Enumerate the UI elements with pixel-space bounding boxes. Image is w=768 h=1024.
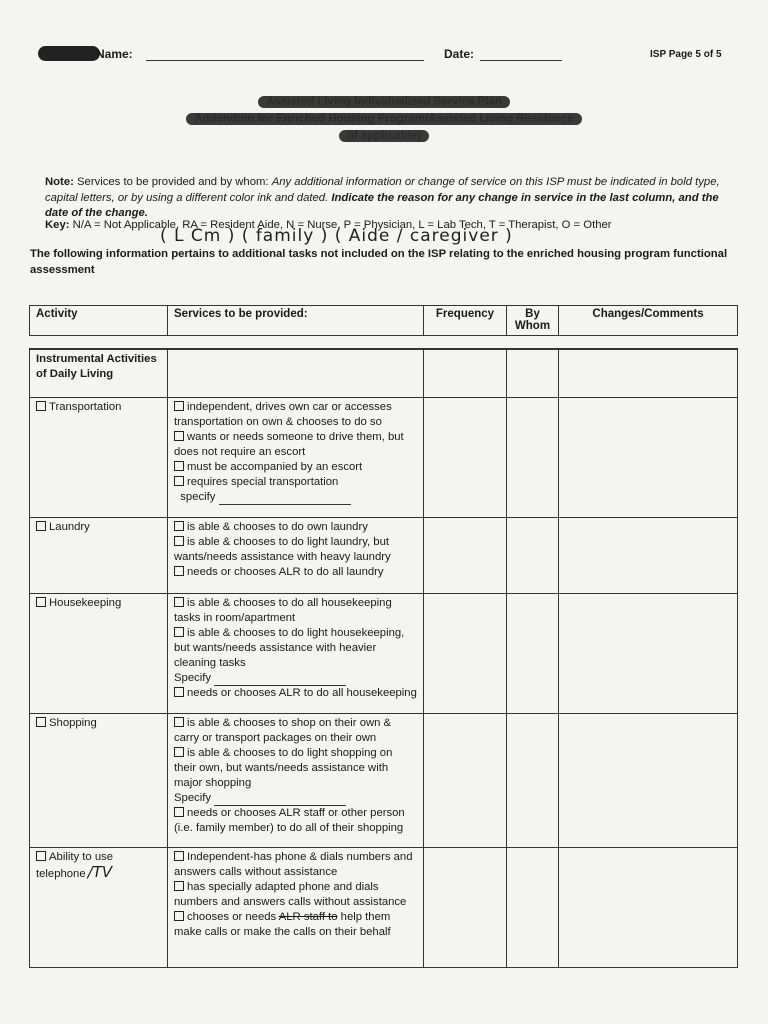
activity-label: Transportation	[49, 401, 122, 413]
option-text: requires special transportation	[187, 476, 339, 488]
checkbox[interactable]	[174, 431, 184, 441]
by-whom-cell[interactable]	[506, 518, 558, 593]
specify-field[interactable]	[214, 793, 346, 806]
option-text: chooses or needs	[187, 911, 277, 923]
table-row	[30, 848, 737, 968]
col-services: Services to be provided:	[167, 306, 423, 335]
activity-label: Shopping	[49, 717, 97, 729]
frequency-cell[interactable]	[423, 518, 506, 593]
col-changes: Changes/Comments	[558, 306, 737, 335]
page-header	[38, 46, 728, 68]
changes-cell[interactable]	[558, 848, 737, 967]
title-line-2: Addendum for Enriched Housing Program/Assisted Living Residence	[186, 113, 582, 125]
checkbox[interactable]	[174, 536, 184, 546]
changes-cell[interactable]	[558, 594, 737, 713]
col-activity: Activity	[36, 308, 78, 320]
checkbox[interactable]	[174, 881, 184, 891]
table-row	[30, 518, 737, 594]
option-text: wants or needs someone to drive them, but does not require an escort	[174, 431, 404, 458]
frequency-cell[interactable]	[423, 594, 506, 713]
by-whom-cell[interactable]	[506, 714, 558, 847]
intro-text: The following information pertains to additional tasks not included on the ISP relating to the enriched housing program functional assessment	[30, 248, 728, 276]
title-line-1: Assisted Living Individualized Service Plan	[258, 96, 510, 108]
by-whom-cell[interactable]	[506, 398, 558, 517]
table-header	[29, 305, 738, 336]
document-title	[0, 94, 768, 145]
checkbox[interactable]	[36, 597, 46, 607]
handwritten-annotation: ( L Cm ) ( family ) ( Aide / caregiver )	[160, 226, 513, 246]
changes-cell[interactable]	[558, 714, 737, 847]
option-text: Independent-has phone & dials numbers and answers calls without assistance	[174, 851, 413, 878]
by-whom-cell[interactable]	[506, 848, 558, 967]
redaction-mark	[38, 46, 100, 61]
checkbox[interactable]	[174, 476, 184, 486]
activity-label: Laundry	[49, 521, 90, 533]
option-text: is able & chooses to do light laundry, but wants/needs assistance with heavy laundry	[174, 536, 391, 563]
page-number: ISP Page 5 of 5	[650, 49, 722, 60]
option-text: help them make calls or make the calls on their behalf	[174, 911, 391, 938]
checkbox[interactable]	[174, 687, 184, 697]
specify-field[interactable]	[219, 492, 351, 505]
note-label: Note:	[45, 176, 74, 188]
option-text: is able & chooses to shop on their own & carry or transport packages on their own	[174, 717, 392, 744]
checkbox[interactable]	[174, 747, 184, 757]
note-paragraph	[45, 175, 725, 222]
date-field[interactable]	[480, 60, 562, 61]
table-row	[30, 398, 737, 518]
activity-label: Ability to use telephone	[36, 851, 114, 880]
table-row	[30, 714, 737, 848]
note-text-1: Services to be provided and by whom:	[77, 176, 269, 188]
checkbox[interactable]	[36, 851, 46, 861]
option-text: needs or chooses ALR to do all laundry	[187, 566, 384, 578]
note-text-2: Any additional information or change of service on this ISP must be indicated in bold type, capital letters, or by using a different color ink and dated.	[45, 176, 720, 204]
key-label: Key:	[45, 219, 70, 231]
checkbox[interactable]	[174, 401, 184, 411]
by-whom-cell[interactable]	[506, 594, 558, 713]
option-text: is able & chooses to do all housekeeping tasks in room/apartment	[174, 597, 392, 624]
col-frequency: Frequency	[423, 306, 506, 335]
section-row	[30, 350, 737, 398]
option-text: is able & chooses to do own laundry	[187, 521, 368, 533]
note-text-3: Indicate the reason for any change in service in the last column, and the date of the change.	[45, 191, 719, 219]
title-line-3: (if applicable)	[339, 130, 429, 142]
table-row	[30, 594, 737, 714]
iadl-table	[29, 348, 738, 968]
changes-cell[interactable]	[558, 518, 737, 593]
option-text: must be accompanied by an escort	[187, 461, 363, 473]
specify-label: Specify	[174, 792, 212, 804]
frequency-cell[interactable]	[423, 714, 506, 847]
checkbox[interactable]	[174, 627, 184, 637]
option-text: independent, drives own car or accesses transportation on own & chooses to do so	[174, 401, 392, 428]
checkbox[interactable]	[174, 461, 184, 471]
changes-cell[interactable]	[558, 398, 737, 517]
option-text: has specially adapted phone and dials numbers and answers calls without assistance	[174, 881, 407, 908]
activity-label: Housekeeping	[49, 597, 122, 609]
checkbox[interactable]	[174, 851, 184, 861]
frequency-cell[interactable]	[423, 848, 506, 967]
checkbox[interactable]	[174, 597, 184, 607]
specify-field[interactable]	[214, 673, 346, 686]
specify-label: Specify	[174, 672, 212, 684]
col-by-whom: By Whom	[506, 306, 558, 335]
name-field[interactable]	[146, 60, 424, 61]
checkbox[interactable]	[174, 717, 184, 727]
struck-text: ALR staff to	[278, 911, 338, 923]
option-text: is able & chooses to do light shopping on their own, but wants/needs assistance with major shopping	[174, 747, 393, 789]
option-text: is able & chooses to do light housekeeping, but wants/needs assistance with heavier cleaning tasks	[174, 627, 405, 669]
checkbox[interactable]	[174, 521, 184, 531]
date-label: Date:	[444, 47, 475, 61]
checkbox[interactable]	[174, 807, 184, 817]
specify-label: specify	[180, 491, 216, 503]
name-label: Name:	[96, 47, 133, 61]
handwritten-tv: /TV	[87, 863, 113, 881]
option-text: needs or chooses ALR staff or other person (i.e. family member) to do all of their shopping	[174, 807, 405, 834]
key-text: N/A = Not Applicable, RA = Resident Aide, N = Nurse, P = Physician, L = Lab Tech, T = Therapist, O = Other	[72, 219, 612, 231]
frequency-cell[interactable]	[423, 398, 506, 517]
section-title: Instrumental Activities of Daily Living	[36, 353, 157, 380]
checkbox[interactable]	[36, 401, 46, 411]
checkbox[interactable]	[36, 717, 46, 727]
checkbox[interactable]	[174, 911, 184, 921]
option-text: needs or chooses ALR to do all housekeeping	[187, 687, 417, 699]
checkbox[interactable]	[174, 566, 184, 576]
checkbox[interactable]	[36, 521, 46, 531]
